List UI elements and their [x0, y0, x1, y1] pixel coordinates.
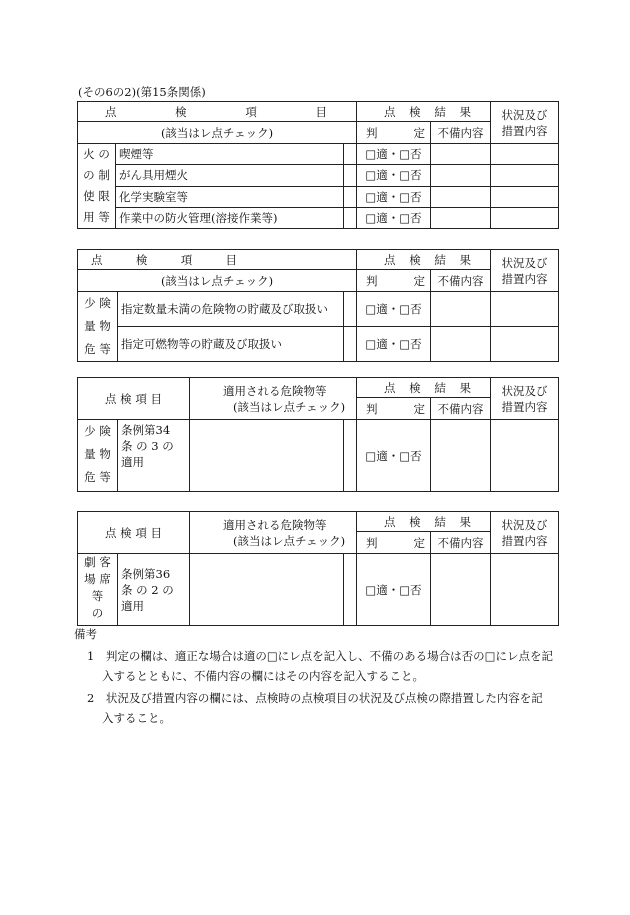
status-cell[interactable] — [491, 207, 559, 228]
judgment-checkbox[interactable]: □適・□否 — [357, 554, 431, 626]
check-note: (該当はレ点チェック) — [78, 122, 357, 144]
fire-use-restriction-table — [77, 101, 559, 229]
spacer-cell — [344, 554, 357, 626]
judgment-header: 判 定 — [357, 398, 431, 420]
article34-3-label: 条例第34 条 の 3 の 適用 — [118, 420, 190, 492]
judgment-checkbox[interactable]: □適・□否 — [357, 186, 431, 207]
spacer-cell — [344, 165, 357, 186]
item-welding-fire-mgmt: 作業中の防火管理(溶接作業等) — [116, 207, 344, 228]
item-designated-combustibles: 指定可燃物等の貯蔵及び取扱い — [118, 327, 344, 362]
inspection-result-header: 点 検 結 果 — [357, 512, 491, 532]
notes-heading: 備考 — [74, 627, 97, 641]
small-hazmat-group-label: 少 険 量 物 危 等 — [78, 292, 118, 362]
status-measures-header: 状況及び 措置内容 — [491, 250, 559, 292]
spacer-cell — [344, 420, 357, 492]
note-item-1: 1 判定の欄は、適正な場合は適の□にレ点を記入し、不備のある場合は否の□にレ点を記入するとともに、不備内容の欄にはその内容を記入すること。 — [87, 649, 554, 683]
item-smoking: 喫煙等 — [116, 144, 344, 165]
status-cell[interactable] — [491, 327, 559, 362]
applicable-hazmat-header: 適用される危険物等 (該当はレ点チェック) — [190, 512, 357, 554]
inspection-item-header: 点 検 項 目 — [78, 102, 357, 122]
status-cell[interactable] — [491, 144, 559, 165]
judgment-checkbox[interactable]: □適・□否 — [357, 207, 431, 228]
applicable-hazmat-header: 適用される危険物等 (該当はレ点チェック) — [190, 378, 357, 420]
small-hazmat-group-label: 少 険 量 物 危 等 — [78, 420, 118, 492]
spacer-cell — [344, 207, 357, 228]
spacer-cell — [344, 292, 357, 327]
status-measures-header: 状況及び 措置内容 — [491, 102, 559, 144]
applicable-hazmat-cell[interactable] — [190, 420, 344, 492]
inspection-result-header: 点 検 結 果 — [357, 378, 491, 398]
form-caption: (その6の2)(第15条関係) — [78, 85, 206, 99]
status-cell[interactable] — [491, 420, 559, 492]
status-cell[interactable] — [491, 165, 559, 186]
judgment-checkbox[interactable]: □適・□否 — [357, 420, 431, 492]
article36-2-table — [77, 511, 559, 626]
judgment-checkbox[interactable]: □適・□否 — [357, 144, 431, 165]
defect-cell[interactable] — [431, 420, 491, 492]
note-item-2: 2 状況及び措置内容の欄には、点検時の点検項目の状況及び点検の際措置した内容を記入すること。 — [87, 691, 543, 725]
fire-use-group-label: 火 の の 制 使 限 用 等 — [78, 144, 116, 229]
status-cell[interactable] — [491, 554, 559, 626]
inspection-item-header: 点 検 項 目 — [78, 512, 190, 554]
defect-header: 不備内容 — [431, 532, 491, 554]
defect-cell[interactable] — [431, 554, 491, 626]
theater-group-label: 劇 客 場 席 等 の — [78, 554, 118, 626]
spacer-cell — [344, 186, 357, 207]
applicable-hazmat-cell[interactable] — [190, 554, 344, 626]
defect-cell[interactable] — [431, 165, 491, 186]
check-note: (該当はレ点チェック) — [78, 270, 357, 292]
inspection-item-header: 点 検 項 目 — [78, 378, 190, 420]
inspection-result-header: 点 検 結 果 — [357, 250, 491, 270]
judgment-header: 判 定 — [357, 270, 431, 292]
item-below-quantity-hazmat: 指定数量未満の危険物の貯蔵及び取扱い — [118, 292, 344, 327]
defect-cell[interactable] — [431, 292, 491, 327]
status-cell[interactable] — [491, 292, 559, 327]
item-chem-lab: 化学実験室等 — [116, 186, 344, 207]
defect-header: 不備内容 — [431, 122, 491, 144]
judgment-checkbox[interactable]: □適・□否 — [357, 292, 431, 327]
spacer-cell — [344, 144, 357, 165]
defect-header: 不備内容 — [431, 398, 491, 420]
defect-cell[interactable] — [431, 207, 491, 228]
item-toy-fireworks: がん具用煙火 — [116, 165, 344, 186]
defect-cell[interactable] — [431, 144, 491, 165]
status-measures-header: 状況及び 措置内容 — [491, 378, 559, 420]
judgment-checkbox[interactable]: □適・□否 — [357, 327, 431, 362]
judgment-header: 判 定 — [357, 122, 431, 144]
judgment-checkbox[interactable]: □適・□否 — [357, 165, 431, 186]
article36-2-label: 条例第36 条 の 2 の 適用 — [118, 554, 190, 626]
defect-cell[interactable] — [431, 186, 491, 207]
judgment-header: 判 定 — [357, 532, 431, 554]
status-cell[interactable] — [491, 186, 559, 207]
inspection-result-header: 点 検 結 果 — [357, 102, 491, 122]
notes-section — [74, 624, 554, 730]
defect-header: 不備内容 — [431, 270, 491, 292]
defect-cell[interactable] — [431, 327, 491, 362]
article34-3-table — [77, 377, 559, 492]
spacer-cell — [344, 327, 357, 362]
small-hazmat-table — [77, 249, 559, 362]
status-measures-header: 状況及び 措置内容 — [491, 512, 559, 554]
inspection-item-header: 点 検 項 目 — [78, 250, 357, 270]
